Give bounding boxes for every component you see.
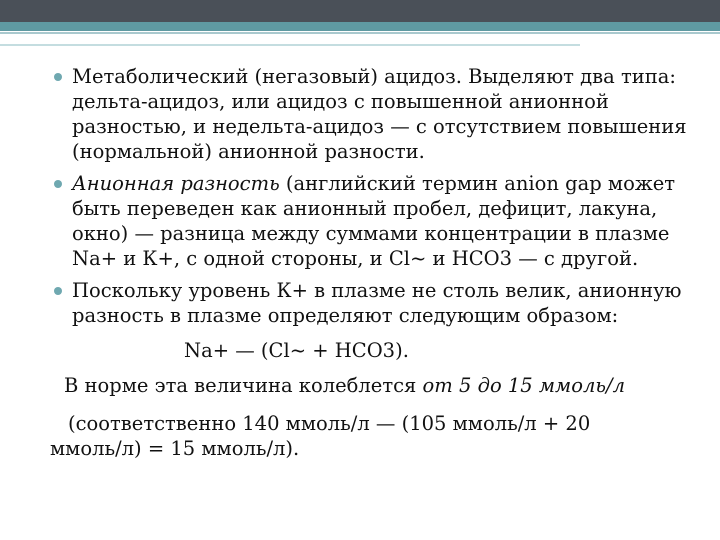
bullet-text: (английский термин anion gap может быть переведен как анионный пробел, дефицит, лакуна, окно) — разница между суммами концентрации в плазме Na+ и К+, с одной стороны, и Cl~ и НСО3 — с другой. [72, 172, 676, 270]
title-rule [0, 44, 580, 46]
formula: Na+ — (Cl~ + НСО3). [184, 339, 409, 362]
bullet-text: Метаболический (негазовый) ацидоз. Выделяют два типа: дельта-ацидоз, или ацидоз с повышенной анионной разностью, и недельта-ацидоз — с отсутствием повышения (нормальной) анионной разности. [72, 65, 687, 163]
bullet-list [50, 64, 690, 328]
bullet-dot-icon [54, 287, 62, 295]
bullet-item-anion-gap [50, 171, 690, 271]
calculation-example [50, 411, 690, 461]
calculation-line-2: ммоль/л) = 15 ммоль/л). [50, 437, 300, 460]
calculation-line-1: (соответственно 140 ммоль/л — (105 ммоль/л + 20 [68, 412, 591, 435]
bullet-text: Поскольку уровень К+ в плазме не столь велик, анионную разность в плазме определяют следующим образом: [72, 279, 682, 327]
slide-body [50, 64, 690, 461]
accent-bar [0, 22, 720, 31]
bullet-dot-icon [54, 180, 62, 188]
bullet-item-acidosis [50, 64, 690, 164]
bullet-dot-icon [54, 73, 62, 81]
normal-range-prefix: В норме эта величина колеблется [64, 374, 423, 397]
normal-range [50, 373, 690, 398]
accent-line [0, 32, 720, 34]
normal-range-value: от 5 до 15 ммоль/л [422, 374, 625, 397]
bullet-item-calculation [50, 278, 690, 328]
header-band [0, 0, 720, 22]
bullet-term: Анионная разность [72, 172, 280, 195]
